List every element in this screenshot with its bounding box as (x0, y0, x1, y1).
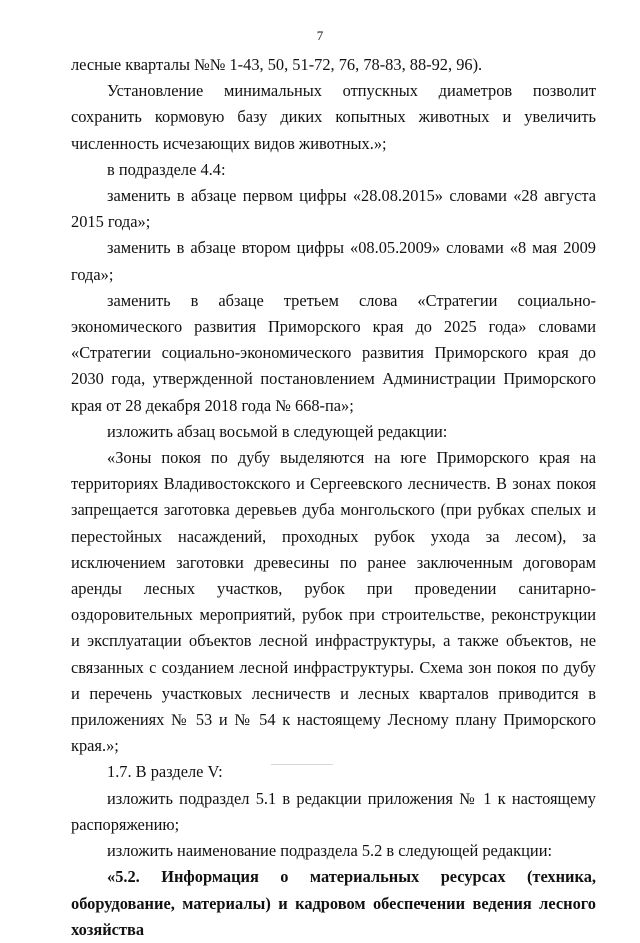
document-body (71, 52, 596, 943)
paragraph-replace-third: заменить в абзаце третьем слова «Стратегии социально-экономического развития Приморского края до 2025 года» словами «Стратегии социально-экономического развития Приморского края до 2030 года, утвержденной постановлением Администрации Приморского края от 28 декабря 2018 года № 668-па»; (71, 290, 596, 415)
paragraph-replace-second: заменить в абзаце втором цифры «08.05.2009» словами «8 мая 2009 года»; (71, 238, 596, 284)
heading-5-2: «5.2. Информация о материальных ресурсах (техника, оборудование, материалы) и кадровом обеспечении ведения лесного хозяйства (71, 867, 596, 939)
paragraph-subsection-5-2-name: изложить наименование подраздела 5.2 в следующей редакции: (107, 841, 553, 861)
page-number: 7 (316, 28, 324, 43)
paragraph-section-v: 1.7. В разделе V: (107, 762, 223, 782)
paragraph-diameters: Установление минимальных отпускных диаметров позволит сохранить кормовую базу диких копытных животных и увеличить численность исчезающих видов животных.»; (71, 81, 596, 153)
paragraph-quarters-list: лесные кварталы №№ 1-43, 50, 51-72, 76, 78-83, 88-92, 96). (71, 55, 483, 74)
faint-divider (271, 764, 333, 765)
paragraph-eighth-edit: изложить абзац восьмой в следующей редакции: (107, 421, 448, 441)
paragraph-subsection-4-4: в подразделе 4.4: (107, 159, 226, 179)
paragraph-subsection-5-1: изложить подраздел 5.1 в редакции приложения № 1 к настоящему распоряжению; (71, 788, 596, 834)
paragraph-replace-first: заменить в абзаце первом цифры «28.08.2015» словами «28 августа 2015 года»; (71, 186, 596, 232)
paragraph-oak-rest-zones: «Зоны покоя по дубу выделяются на юге Приморского края на территориях Владивостокского и Сергеевского лесничеств. В зонах покоя запрещается заготовка деревьев дуба монгольского (при рубках спелых и перестойных насаждений, проходных рубок ухода за лесом), за исключением заготовки древесины по ранее заключенным договорам аренды лесных участков, рубок при проведении санитарно-оздоровительных мероприятий, рубок при строительстве, реконструкции и эксплуатации объектов лесной инфраструктуры, а также объектов, не связанных с созданием лесной инфраструктуры. Схема зон покоя по дубу и перечень участковых лесничеств и лесных кварталов приводится в приложениях № 53 и № 54 к настоящему Лесному плану Приморского края.»; (71, 448, 596, 756)
